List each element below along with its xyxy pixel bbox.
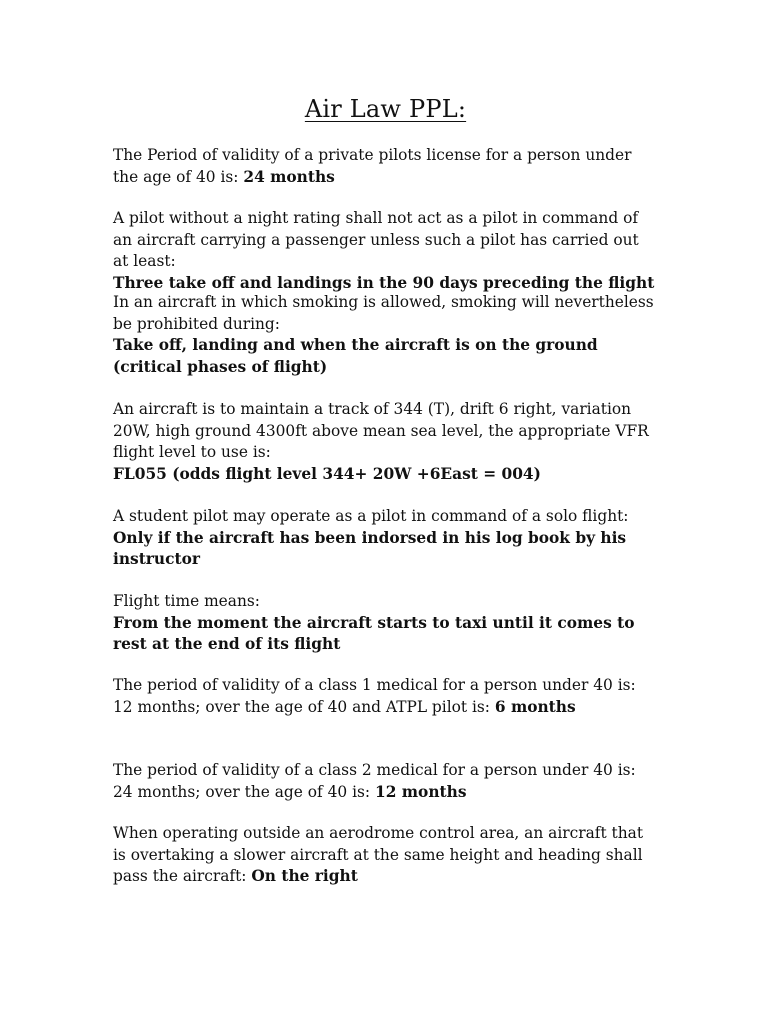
qa-item-vfr-flight-level xyxy=(113,399,658,485)
answer-text: Only if the aircraft has been indorsed in his log book by his instructor xyxy=(113,528,627,568)
qa-item-class2-medical xyxy=(113,760,658,803)
question-text: Flight time means: xyxy=(113,592,260,610)
question-text: A pilot without a night rating shall not act as a pilot in command of an aircraft carrying a passenger unless such a pilot has carried out at least: xyxy=(113,209,639,270)
qa-item-validity-ppl xyxy=(113,145,658,188)
question-text: An aircraft is to maintain a track of 344 (T), drift 6 right, variation 20W, high ground 4300ft above mean sea level, the appropriate VFR flight level to use is: xyxy=(113,400,649,461)
question-text xyxy=(113,675,658,718)
answer-text: Take off, landing and when the aircraft is on the ground (critical phases of flight) xyxy=(113,336,598,376)
question-text: A student pilot may operate as a pilot in command of a solo flight: xyxy=(113,507,629,525)
qa-item-smoking xyxy=(113,292,658,378)
question-text xyxy=(113,823,658,888)
question-text xyxy=(113,760,658,803)
qa-item-flight-time xyxy=(113,591,658,656)
qa-item-student-pilot xyxy=(113,506,658,571)
answer-text: 24 months xyxy=(243,167,335,186)
question-label: The Period of validity of a private pilots license for a person under the age of 40 is: xyxy=(113,146,632,186)
qa-item-class1-medical xyxy=(113,675,658,718)
answer-text: 12 months xyxy=(375,782,467,801)
answer-text: FL055 (odds flight level 344+ 20W +6East = 004) xyxy=(113,464,541,483)
qa-item-night-rating xyxy=(113,208,658,294)
page-title: Air Law PPL: xyxy=(304,95,467,123)
answer-text: From the moment the aircraft starts to taxi until it comes to rest at the end of its flight xyxy=(113,613,635,653)
answer-text: On the right xyxy=(251,867,358,885)
qa-item-overtaking xyxy=(113,823,658,888)
answer-text: Three take off and landings in the 90 days preceding the flight xyxy=(113,273,655,292)
question-label: The period of validity of a class 1 medical for a person under 40 is: 12 months; over the age of 40 and ATPL pilot is: xyxy=(113,676,636,716)
question-label: The period of validity of a class 2 medical for a person under 40 is: 24 months; over the age of 40 is: xyxy=(113,761,636,801)
question-text xyxy=(113,145,658,188)
question-text: In an aircraft in which smoking is allowed, smoking will nevertheless be prohibited during: xyxy=(113,293,654,333)
answer-text: 6 months xyxy=(494,697,576,716)
question-label: When operating outside an aerodrome control area, an aircraft that is overtaking a slower aircraft at the same height and heading shall pass the aircraft: xyxy=(113,824,644,885)
